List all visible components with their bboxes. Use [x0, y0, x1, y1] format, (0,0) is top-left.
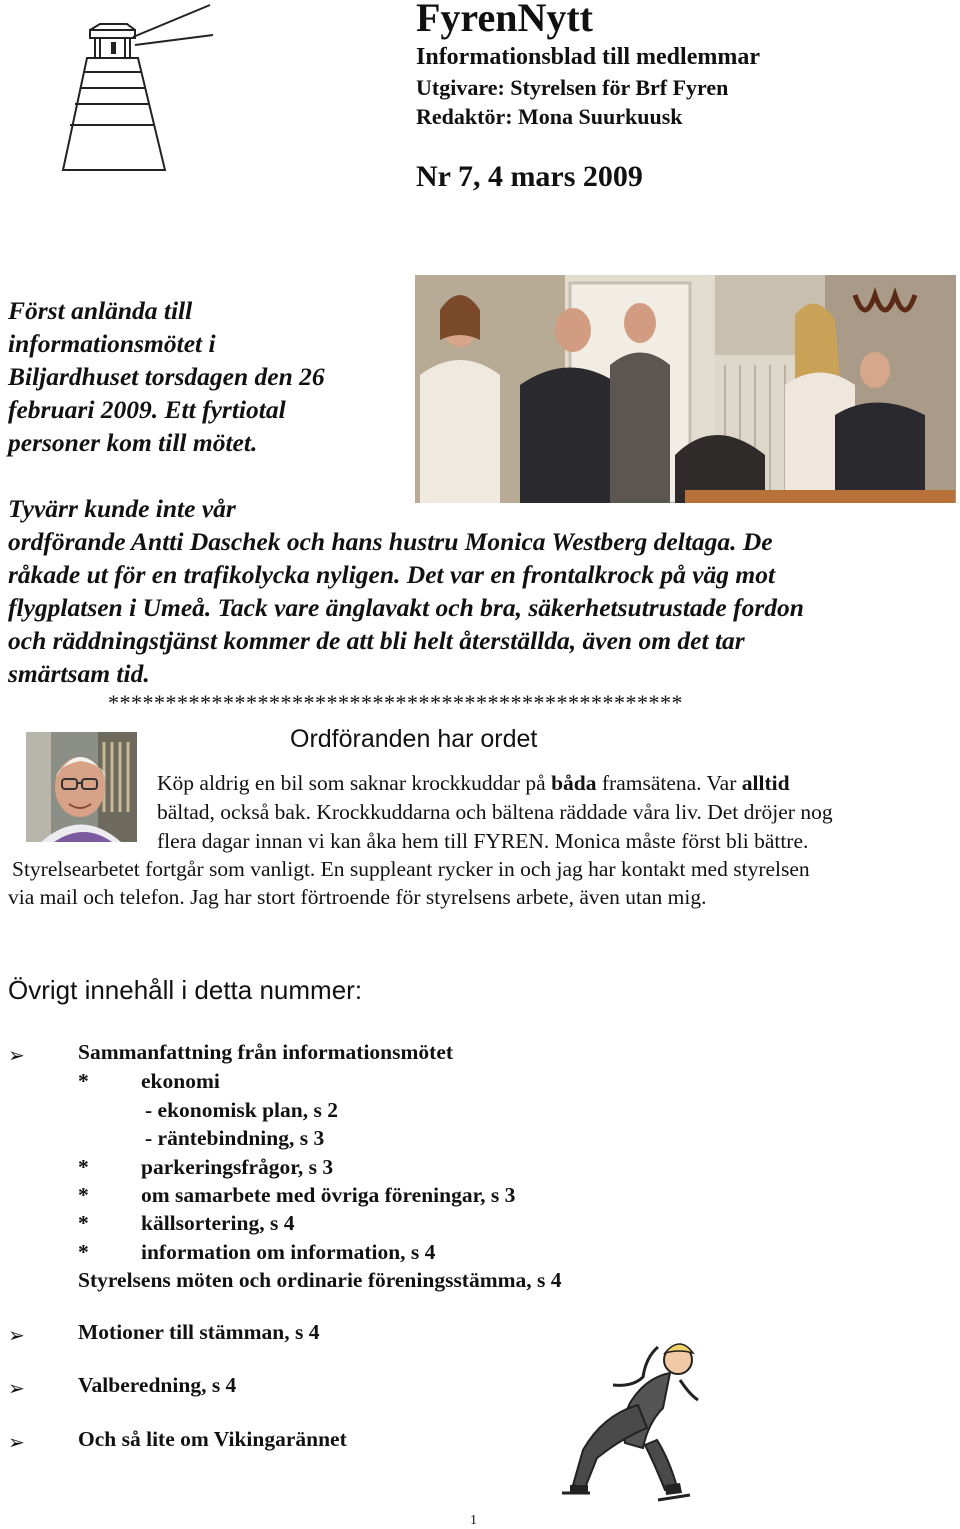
chairman-line-1: Köp aldrig en bil som saknar krockkuddar på båda framsätena. Var alltid [157, 771, 790, 795]
arrow-bullet-icon: ➢ [8, 1323, 25, 1347]
chairman-heading: Ordföranden har ordet [290, 725, 538, 753]
arrow-bullet-icon: ➢ [8, 1043, 25, 1067]
newsletter-subtitle: Informationsblad till medlemmar [416, 44, 760, 70]
contents-heading: Övrigt innehåll i detta nummer: [8, 975, 363, 1005]
accident-line: smärtsam tid. [8, 659, 150, 688]
contents-item: Och så lite om Vikingarännet [78, 1427, 347, 1451]
bullet-star: * [78, 1069, 89, 1093]
accident-line: Tyvärr kunde inte vår [8, 494, 236, 523]
publisher-line: Utgivare: Styrelsen för Brf Fyren [416, 75, 729, 100]
contents-subitem: parkeringsfrågor, s 3 [141, 1155, 334, 1179]
accident-line: flygplatsen i Umeå. Tack vare änglavakt och bra, säkerhetsutrustade fordon [8, 593, 804, 622]
chairman-photo [26, 732, 137, 842]
accident-line: och räddningstjänst kommer de att bli helt återställda, även om det tar [8, 626, 745, 655]
bullet-star: * [78, 1211, 89, 1235]
separator-stars: ************************************************** [108, 690, 683, 715]
contents-subitem: ekonomi [141, 1069, 220, 1093]
contents-subitem: - räntebindning, s 3 [145, 1126, 325, 1150]
contents-item: Motioner till stämman, s 4 [78, 1320, 320, 1344]
newsletter-title: FyrenNytt [416, 0, 593, 40]
contents-subitem: Styrelsens möten och ordinarie föreningsstämma, s 4 [78, 1268, 562, 1292]
chairman-line-3: flera dagar innan vi kan åka hem till FYREN. Monica måste först bli bättre. [157, 829, 809, 853]
chairman-line-5: via mail och telefon. Jag har stort förtroende för styrelsens arbete, även utan mig. [8, 885, 707, 909]
contents-subitem: om samarbete med övriga föreningar, s 3 [141, 1183, 516, 1207]
contents-subitem: information om information, s 4 [141, 1240, 436, 1264]
contents-item: Sammanfattning från informationsmötet [78, 1040, 454, 1064]
page-number: 1 [470, 1513, 477, 1528]
contents-item: Valberedning, s 4 [78, 1373, 237, 1397]
skater-clipart [560, 1335, 705, 1510]
chairman-line-4: Styrelsearbetet fortgår som vanligt. En suppleant rycker in och jag har kontakt med styrelsen [12, 857, 810, 881]
bullet-star: * [78, 1155, 89, 1179]
intro-line: personer kom till mötet. [8, 428, 258, 457]
arrow-bullet-icon: ➢ [8, 1430, 25, 1454]
arrow-bullet-icon: ➢ [8, 1376, 25, 1400]
accident-line: ordförande Antti Daschek och hans hustru Monica Westberg deltaga. De [8, 527, 773, 556]
lighthouse-logo [55, 0, 215, 175]
issue-date: Nr 7, 4 mars 2009 [416, 160, 643, 193]
bullet-star: * [78, 1240, 89, 1264]
intro-paragraph [8, 294, 408, 459]
editor-line: Redaktör: Mona Suurkuusk [416, 104, 683, 129]
accident-paragraph [8, 492, 958, 690]
intro-line: Först anlända till [8, 296, 193, 325]
bullet-star: * [78, 1183, 89, 1207]
chairman-text [157, 769, 833, 856]
chairman-line-2: bältad, också bak. Krockkuddarna och bältena räddade våra liv. Det dröjer nog [157, 800, 833, 824]
intro-line: februari 2009. Ett fyrtiotal [8, 395, 286, 424]
intro-line: Biljardhuset torsdagen den 26 [8, 362, 325, 391]
accident-line: råkade ut för en trafikolycka nyligen. Det var en frontalkrock på väg mot [8, 560, 776, 589]
contents-subitem: - ekonomisk plan, s 2 [145, 1098, 338, 1122]
contents-subitem: källsortering, s 4 [141, 1211, 295, 1235]
meeting-photo [415, 275, 956, 503]
intro-line: informationsmötet i [8, 329, 216, 358]
